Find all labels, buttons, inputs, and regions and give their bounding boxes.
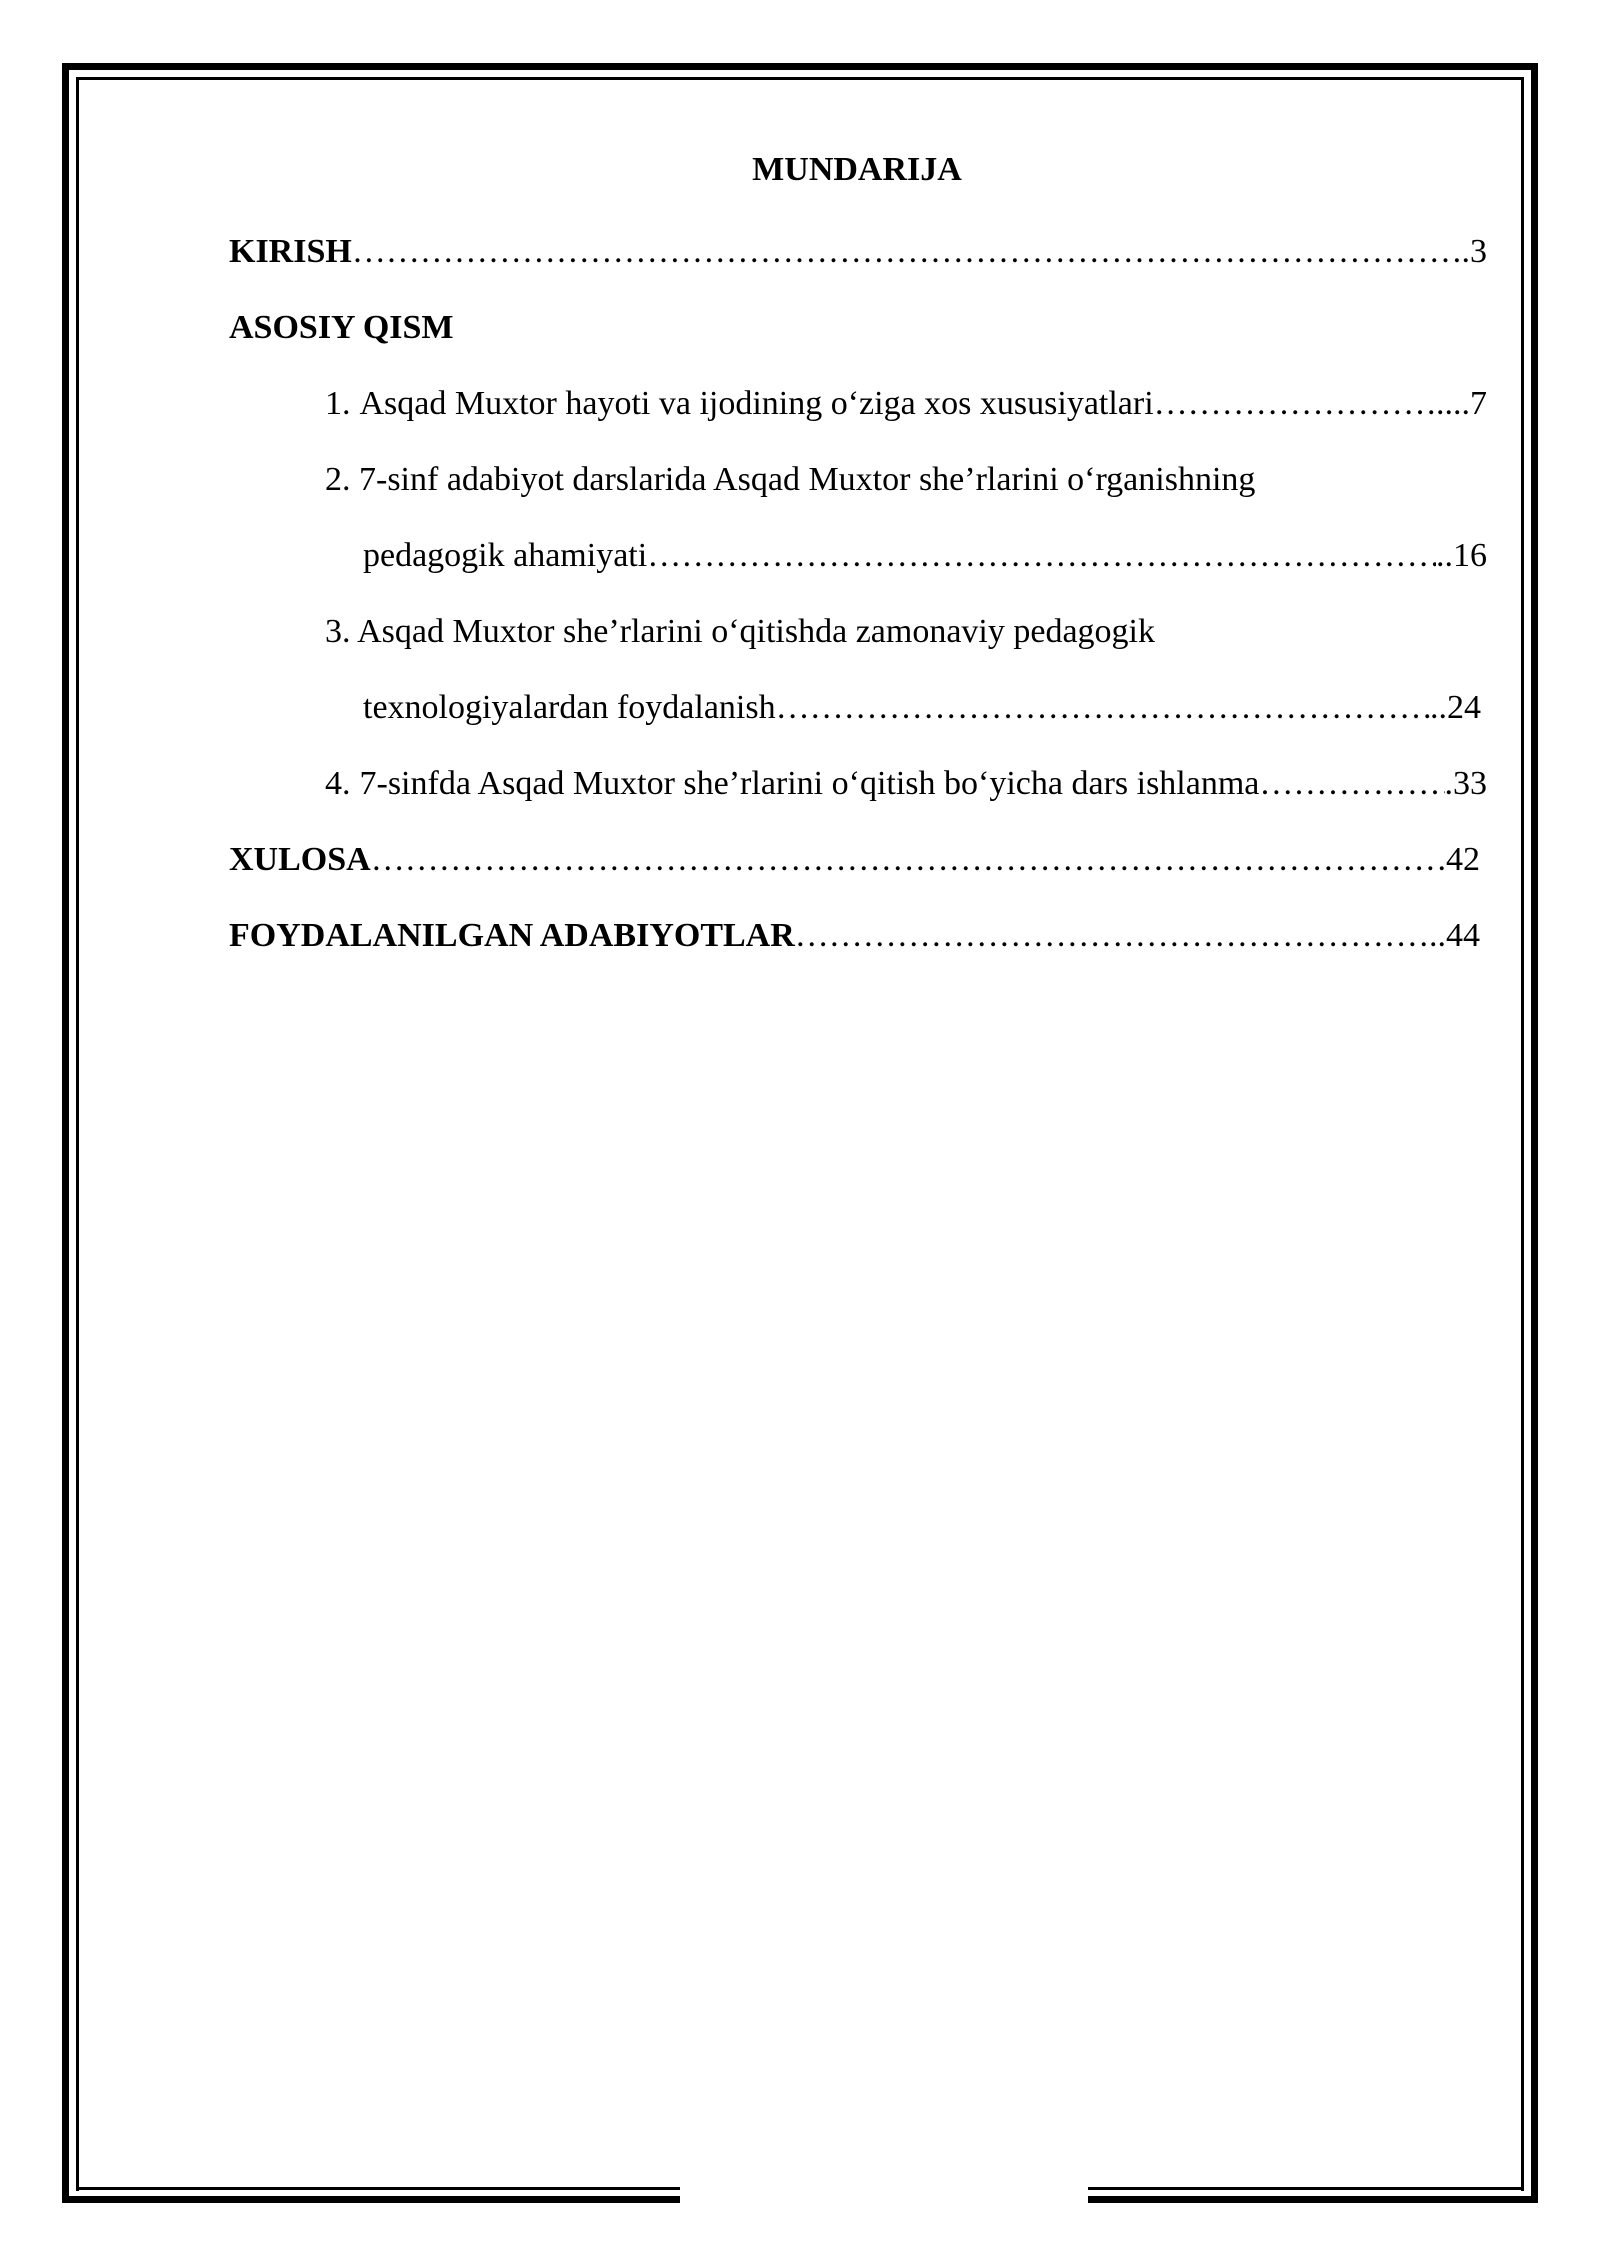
dot-leader <box>795 916 1429 956</box>
toc-page-number: ..16 <box>1436 537 1487 574</box>
toc-entry-1 <box>325 384 1487 424</box>
toc-entry-2-line2 <box>363 536 1487 576</box>
toc-entry-label: Asqad Muxtor she’rlarini o‘qitishda zamonaviy pedagogik <box>357 613 1155 650</box>
toc-page-number: ..24 <box>1430 689 1481 726</box>
toc-page-number: ..44 <box>1429 917 1480 954</box>
dot-leader <box>371 840 1446 880</box>
dot-leader <box>352 232 1462 272</box>
toc-entry-label-continued: pedagogik ahamiyati <box>363 537 648 574</box>
toc-entry-2-line1 <box>325 460 1255 500</box>
toc-entry-label: XULOSA <box>229 841 371 878</box>
toc-entry-number: 4. <box>325 765 351 802</box>
toc-entry-label-continued: texnologiyalardan foydalanish <box>363 689 776 726</box>
toc-section-label: ASOSIY QISM <box>229 309 454 346</box>
toc-entry-references <box>229 916 1480 956</box>
toc-entry-number: 2. <box>325 461 351 498</box>
toc-entry-number: 3. <box>325 613 351 650</box>
bottom-border-right-thin <box>1088 2187 1524 2190</box>
dot-leader <box>1154 384 1436 424</box>
toc-page-number: ....7 <box>1436 385 1487 422</box>
toc-entry-number: 1. <box>325 385 351 422</box>
toc-entry-label: 7-sinfda Asqad Muxtor she’rlarini o‘qitish bo‘yicha dars ishlanma <box>359 765 1260 802</box>
table-of-contents <box>0 0 1600 1000</box>
toc-title: MUNDARIJA <box>752 151 962 188</box>
toc-entry-4 <box>325 764 1487 804</box>
dot-leader <box>1259 764 1444 804</box>
bottom-border-left-thick <box>62 2196 680 2203</box>
toc-entry-intro <box>229 232 1487 272</box>
toc-page-number: .3 <box>1461 233 1487 270</box>
toc-entry-label: Asqad Muxtor hayoti va ijodining o‘ziga xos xususiyatlari <box>359 385 1154 422</box>
toc-page-number: 42 <box>1446 841 1480 878</box>
toc-entry-3-line2 <box>363 688 1481 728</box>
toc-page-number: .33 <box>1444 765 1487 802</box>
toc-entry-label: FOYDALANILGAN ADABIYOTLAR <box>229 917 795 954</box>
dot-leader <box>776 688 1430 728</box>
toc-entry-label: KIRISH <box>229 233 352 270</box>
dot-leader <box>647 536 1436 576</box>
bottom-border-left-thin <box>76 2187 680 2190</box>
toc-entry-3-line1 <box>325 612 1155 652</box>
bottom-border-right-thick <box>1088 2196 1538 2203</box>
toc-entry-conclusion <box>229 840 1480 880</box>
toc-section-heading <box>229 308 454 348</box>
toc-entry-label: 7-sinf adabiyot darslarida Asqad Muxtor she’rlarini o‘rganishning <box>359 461 1256 498</box>
